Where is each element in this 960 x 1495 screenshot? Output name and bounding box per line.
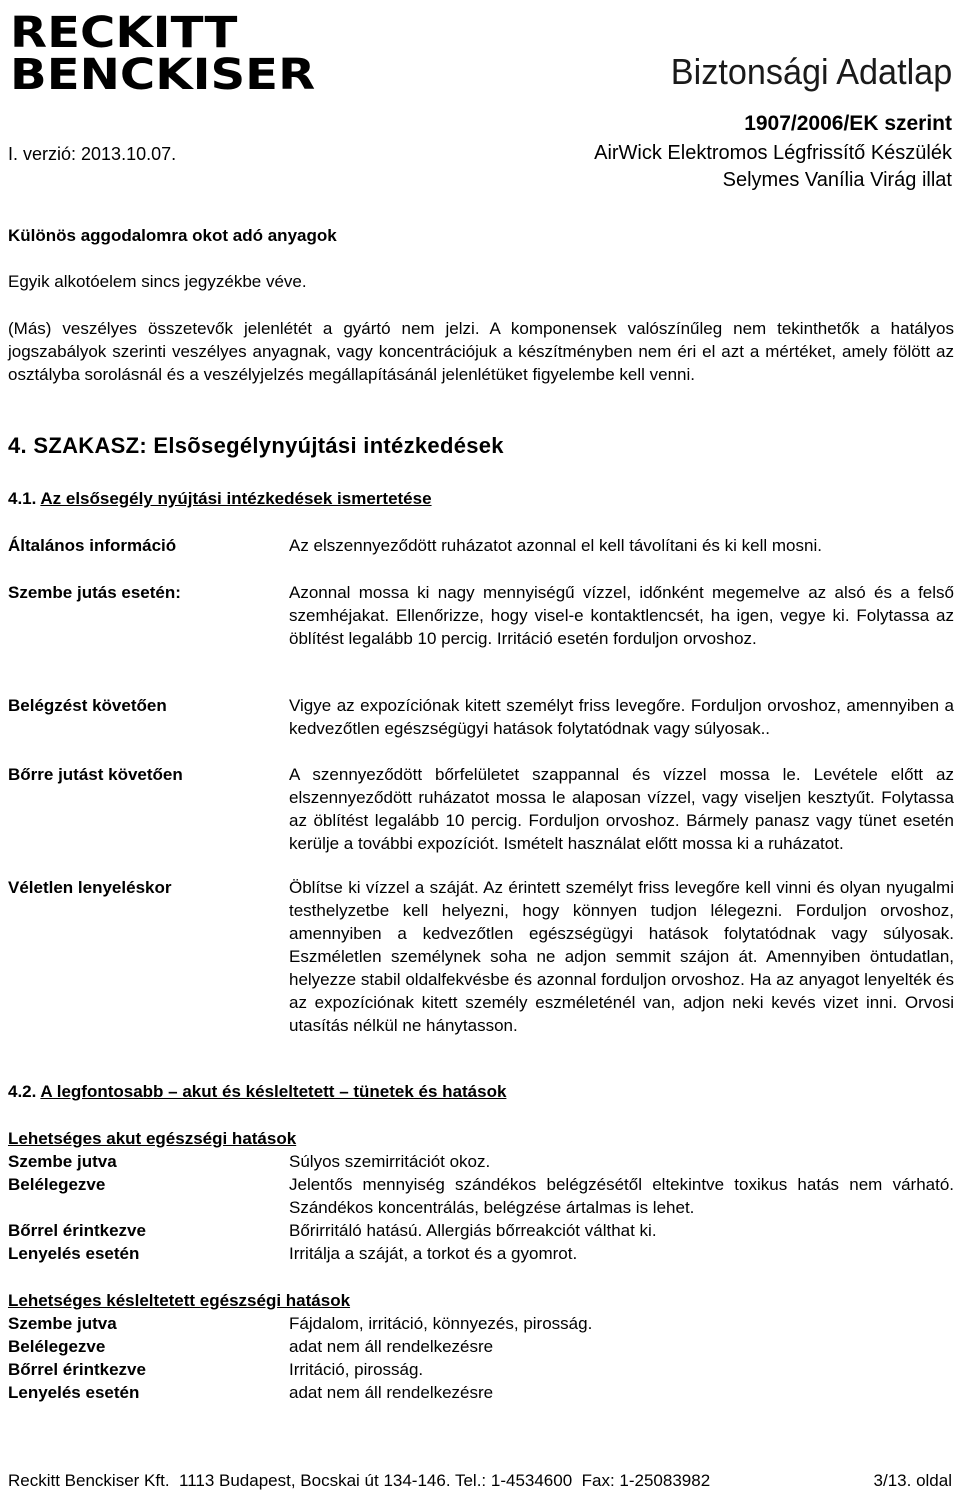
subsection-4-2-heading [8,1080,506,1103]
first-aid-label: Általános információ [8,536,177,555]
subsection-4-1-heading [8,487,432,510]
first-aid-text: Azonnal mossa ki nagy mennyiségű vízzel, időnként megemelve az alsó és a felső szemhéjakat. Ellenőrizze, hogy visel-e kontaktlencsét, ha igen, vegye ki. Folytassa az öblítést legalább 10 percig. Irritáció esetén forduljon orvoshoz. [289,583,954,648]
subsection-4-2-number: 4.2. [8,1082,37,1101]
acute-label: Szembe jutva [8,1152,117,1171]
delayed-label: Bőrrel érintkezve [8,1360,146,1379]
first-aid-text: A szennyeződött bőrfelületet szappannal és vízzel mossa le. Levétele előtt az elszennyeződött ruházatot mossa le alaposan vízzel, vagy viseljen kesztyűt. Folytassa az öblítést legalább 10 percig. Forduljon orvoshoz. Bármely panasz vagy tünet esetén kerülje a további expozíciót. Ismételt használat előtt mossa ki a ruházatot. [289,765,954,853]
logo-line-2: BENCKISER [10,50,316,100]
first-aid-text: Öblítse ki vízzel a száját. Az érintett személyt friss levegőre kell vinni és olyan nyugalmi testhelyzetbe kell helyezni, hogy könnyen tudjon lélegezni. Forduljon orvoshoz, amennyiben a kedvezőtlen egészségügyi hatások folytatódnak vagy súlyosak. Eszméletlen személynek soha ne adjon semmit szájon át. Amennyiben öntudatlan, helyezze stabil oldalfekvésbe és azonnal forduljon orvoshoz. Ha az anyagot lenyelték és az expozíciónak kitett személy eszméleténél van, adjon neki kevés vizet inni. Orvosi utasítás nélkül ne hánytasson. [289,878,954,1035]
first-aid-label: Szembe jutás esetén: [8,583,181,602]
acute-label: Bőrrel érintkezve [8,1221,146,1240]
acute-label: Belélegezve [8,1175,106,1194]
acute-text: Irritálja a száját, a torkot és a gyomrot. [289,1244,578,1263]
subsection-4-2-title: A legfontosabb – akut és késleltetett – tünetek és hatások [40,1082,507,1101]
acute-text: Jelentős mennyiség szándékos belégzésétől eltekintve toxikus hatás nem várható. Szándékos koncentrálás, belégzése ártalmas is lehet. [289,1175,954,1217]
version-date: I. verzió: 2013.10.07. [8,144,177,164]
delayed-text: adat nem áll rendelkezésre [289,1337,494,1356]
footer-company-info: Reckitt Benckiser Kft. 1113 Budapest, Bocskai út 134-146. Tel.: 1-4534600 Fax: 1-25083982 [8,1471,711,1490]
delayed-label: Szembe jutva [8,1314,117,1333]
subsection-4-1-number: 4.1. [8,489,37,508]
first-aid-text: Az elszennyeződött ruházatot azonnal el kell távolítani és ki kell mosni. [289,536,822,555]
delayed-text: Fájdalom, irritáció, könnyezés, pirosság. [289,1314,593,1333]
product-variant: Selymes Vanília Virág illat [722,169,952,191]
logo-line-1: RECKITT [10,8,238,58]
company-logo [10,8,316,104]
acute-effects-heading: Lehetséges akut egészségi hatások [8,1129,297,1148]
first-aid-label: Véletlen lenyeléskor [8,878,172,897]
delayed-label: Belélegezve [8,1337,106,1356]
page-number: 3/13. oldal [873,1471,952,1490]
page-footer [8,1470,952,1492]
first-aid-text: Vigye az expozíciónak kitett személyt friss levegőre. Forduljon orvoshoz, amennyiben a kedvezőtlen egészségügyi hatások folytatódnak vagy súlyosak.. [289,696,954,738]
subsection-4-1-title: Az elsősegély nyújtási intézkedések ismertetése [40,489,432,508]
first-aid-label: Bőrre jutást követően [8,765,183,784]
special-concern-text: Egyik alkotóelem sincs jegyzékbe véve. [8,272,307,291]
delayed-text: adat nem áll rendelkezésre [289,1383,494,1402]
document-title: Biztonsági Adatlap [670,51,952,92]
first-aid-label: Belégzést követően [8,696,167,715]
special-concern-heading: Különös aggodalomra okot adó anyagok [8,226,337,245]
other-hazards-text: (Más) veszélyes összetevők jelenlétét a gyártó nem jelzi. A komponensek valószínűleg nem tekinthetők a hatályos jogszabályok szerinti veszélyes anyagnak, vagy koncentrációjuk a készítményben nem éri el azt a mértéket, amely fölött az osztályba sorolásnál és a veszélyjelzés megállapításánál jelenlétüket figyelembe kell venni. [8,319,954,384]
delayed-effects-heading: Lehetséges késleltetett egészségi hatások [8,1291,351,1310]
acute-text: Bőrirritáló hatású. Allergiás bőrreakciót válthat ki. [289,1221,657,1240]
section-4-heading: 4. SZAKASZ: Elsõsegélynyújtási intézkedések [8,433,504,458]
acute-label: Lenyelés esetén [8,1244,140,1263]
regulation-reference: 1907/2006/EK szerint [744,112,952,135]
delayed-label: Lenyelés esetén [8,1383,140,1402]
acute-text: Súlyos szemirritációt okoz. [289,1152,491,1171]
product-name: AirWick Elektromos Légfrissítő Készülék [594,142,952,164]
delayed-text: Irritáció, pirosság. [289,1360,424,1379]
